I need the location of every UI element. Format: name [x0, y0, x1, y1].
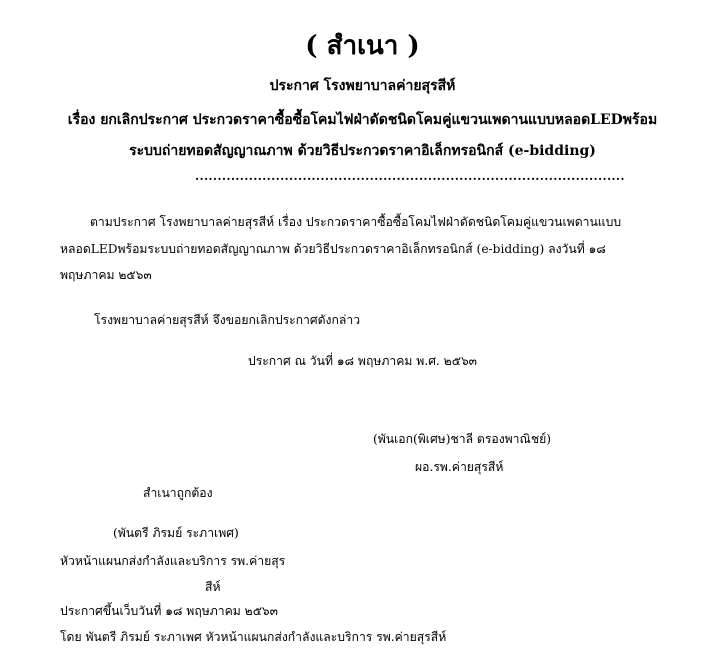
- certifier-name: (พันตรี ภิรมย์ ระภาเพศ): [113, 526, 239, 540]
- announcement-subject-line1: เรื่อง ยกเลิกประกาศ ประกวดราคาซื้อซื้อโคมไฟฝ่าดัดชนิดโคมคู่แขวนเพดานแบบหลอดLEDพร้อม: [67, 112, 658, 128]
- announcement-title: ประกาศ โรงพยาบาลค่ายสุรสีห์: [269, 78, 456, 94]
- body-paragraph-2: โรงพยาบาลค่ายสุรสีห์ จึงขอยกเลิกประกาศดังกล่าว: [94, 313, 361, 327]
- certified-copy-label: สำเนาถูกต้อง: [143, 486, 213, 500]
- body-paragraph-1-line-1: ตามประกาศ โรงพยาบาลค่ายสุรสีห์ เรื่อง ประกวดราคาซื้อซื้อโคมไฟฝ่าดัดชนิดโคมคู่แขวนเพดานแบบ: [90, 215, 622, 229]
- body-paragraph-1-line-2: หลอดLEDพร้อมระบบถ่ายทอดสัญญาณภาพ ด้วยวิธีประกวดราคาอิเล็กทรอนิกส์ (e-bidding) ลงวันที่ ๑๘: [60, 242, 606, 256]
- signatory-position: ผอ.รพ.ค่ายสุรสีห์: [415, 460, 504, 474]
- certifier-position-line-1: หัวหน้าแผนกส่งกำลังและบริการ รพ.ค่ายสุร: [60, 554, 286, 568]
- certifier-position-line-2: สีห์: [205, 580, 221, 594]
- signatory-name: (พันเอก(พิเศษ)ชาลี ตรองพาณิชย์): [373, 432, 552, 446]
- web-posted-by: โดย พันตรี ภิรมย์ ระภาเพศ หัวหน้าแผนกส่งกำลังและบริการ รพ.ค่ายสุรสีห์: [60, 630, 447, 644]
- web-posted-date: ประกาศขึ้นเว็บวันที่ ๑๘ พฤษภาคม ๒๕๖๓: [60, 604, 279, 618]
- body-paragraph-1-line-3: พฤษภาคม ๒๕๖๓: [60, 268, 152, 282]
- separator-dots: ................................................................................................: [195, 169, 625, 183]
- announcement-subject-line2: ระบบถ่ายทอดสัญญาณภาพ ด้วยวิธีประกวดราคาอิเล็กทรอนิกส์ (e-bidding): [129, 143, 596, 159]
- copy-mark: ( สำเนา ): [305, 31, 420, 61]
- announced-date: ประกาศ ณ วันที่ ๑๘ พฤษภาคม พ.ศ. ๒๕๖๓: [247, 354, 478, 368]
